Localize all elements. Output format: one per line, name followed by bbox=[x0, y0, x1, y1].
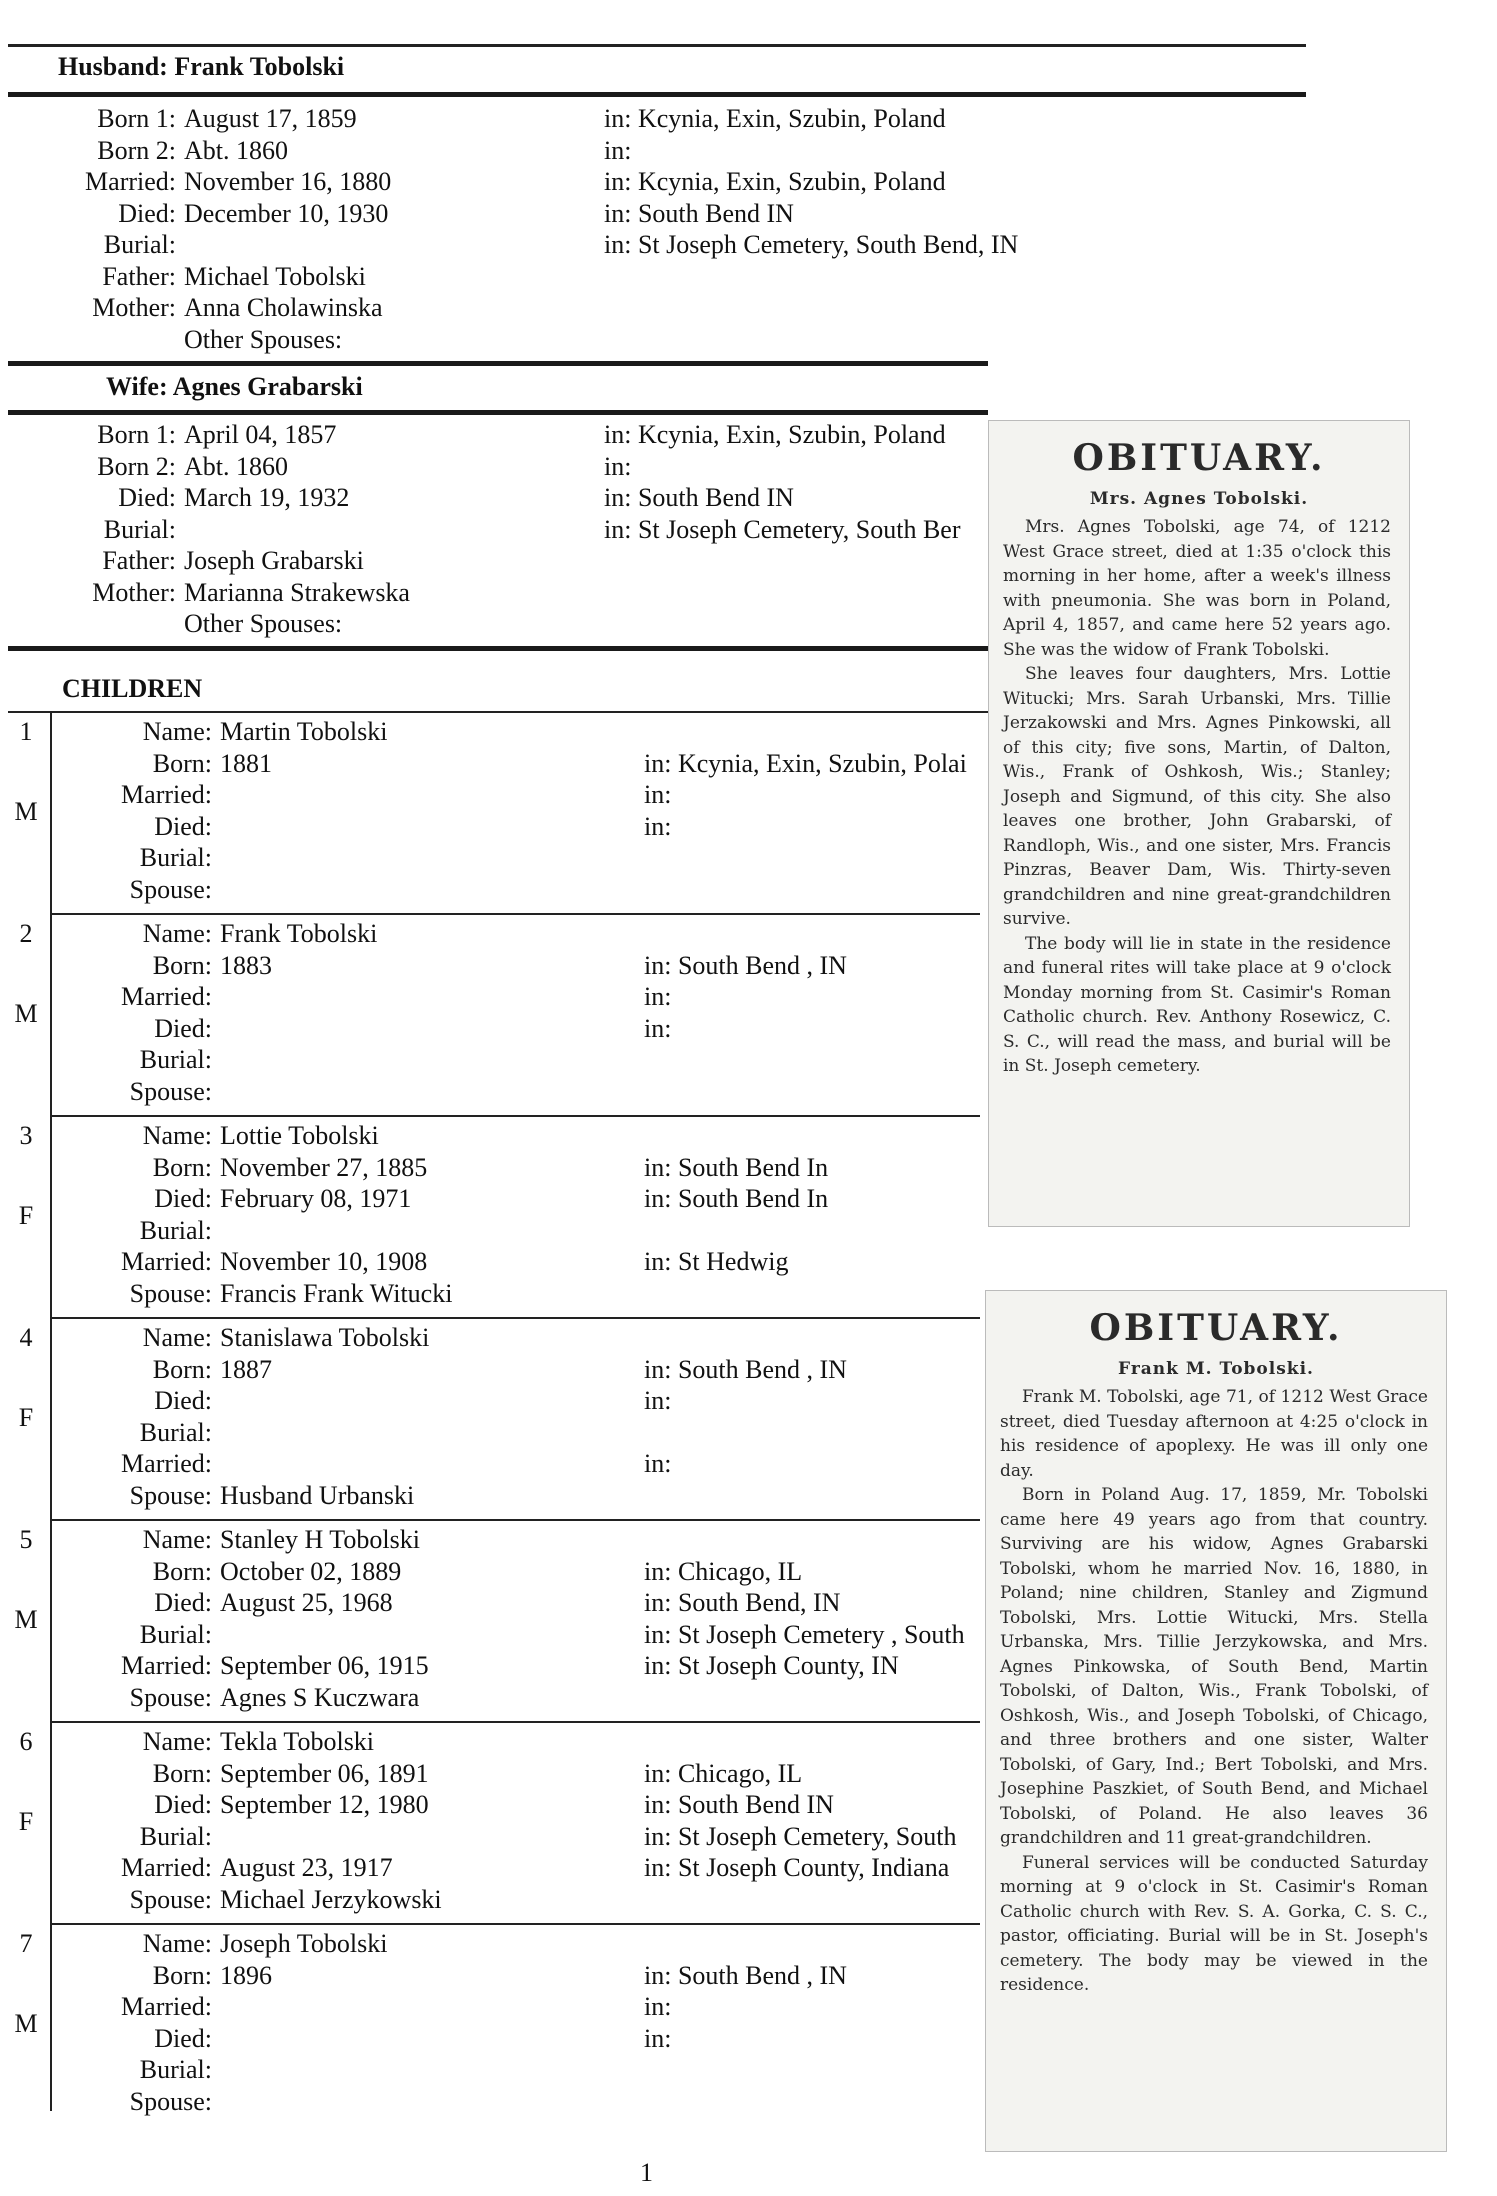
child-row-place: in: St Joseph County, Indiana bbox=[644, 1853, 950, 1882]
child-row-label: Name: bbox=[142, 1727, 212, 1756]
child-row-place: in: South Bend , IN bbox=[644, 1354, 847, 1384]
wife-row-value: April 04, 1857 bbox=[184, 420, 337, 449]
wife-row-place: in: St Joseph Cemetery, South Ber bbox=[604, 514, 961, 544]
child-number: 6 bbox=[19, 1727, 33, 1756]
child-row-label: Born: bbox=[152, 1354, 212, 1384]
child-row-value: 1887 bbox=[220, 1354, 272, 1384]
child-row-value: November 27, 1885 bbox=[220, 1152, 428, 1182]
children-top-rule bbox=[8, 646, 988, 651]
child-row-place: in: South Bend IN bbox=[644, 1790, 834, 1819]
obituary-body bbox=[989, 515, 1409, 1079]
child-separator bbox=[50, 913, 980, 915]
child-row-place: in: South Bend In bbox=[644, 1152, 829, 1182]
child-separator bbox=[50, 1923, 980, 1925]
child-row-label: Married: bbox=[121, 1449, 212, 1478]
wife-top-rule bbox=[8, 361, 988, 366]
child-sex: F bbox=[18, 1201, 34, 1230]
husband-heading bbox=[58, 52, 344, 82]
child-sex: F bbox=[18, 1807, 34, 1836]
child-row-label: Born: bbox=[152, 748, 212, 778]
child-row-label: Born: bbox=[152, 1960, 212, 1990]
husband-row-place: in: Kcynia, Exin, Szubin, Poland bbox=[604, 104, 946, 133]
child-row-label: Born: bbox=[152, 1556, 212, 1586]
child-row-place: in: South Bend, IN bbox=[644, 1588, 841, 1617]
children-rule bbox=[8, 711, 988, 713]
obituary-paragraph: Mrs. Agnes Tobolski, age 74, of 1212 West Grace street, died at 1:35 o'clock this morning in her home, after a week's illness with pneumonia. She was born in Poland, April 4, 1857, and came here 52 years ago. She was the widow of Frank Tobolski. bbox=[1003, 517, 1391, 660]
child-row-place: in: Chicago, IL bbox=[644, 1758, 803, 1788]
wife-row-value: Joseph Grabarski bbox=[184, 546, 364, 575]
child-row-label: Died: bbox=[154, 1184, 212, 1213]
page-number: 1 bbox=[640, 2158, 653, 2187]
obituary-title: OBITUARY. bbox=[1072, 437, 1326, 479]
child-row-label: Married: bbox=[121, 982, 212, 1011]
child-row-value: Agnes S Kuczwara bbox=[220, 1682, 420, 1712]
wife-row-value: March 19, 1932 bbox=[184, 483, 350, 512]
child-row-value: Frank Tobolski bbox=[220, 919, 378, 948]
husband-row-place: in: bbox=[604, 135, 632, 165]
child-row-label: Burial: bbox=[139, 1215, 212, 1245]
child-separator bbox=[50, 1115, 980, 1117]
wife-row-value: Marianna Strakewska bbox=[184, 577, 410, 607]
child-row-label: Married: bbox=[121, 1992, 212, 2021]
child-row-label: Name: bbox=[142, 717, 212, 746]
husband-row-label: Born 1: bbox=[97, 104, 176, 133]
child-row-label: Burial: bbox=[139, 2055, 212, 2084]
child-number: 3 bbox=[19, 1121, 33, 1150]
wife-rule bbox=[8, 410, 988, 415]
child-row-label: Spouse: bbox=[129, 1076, 212, 1106]
child-separator bbox=[50, 1519, 980, 1521]
child-row-value: February 08, 1971 bbox=[220, 1184, 412, 1213]
child-row-label: Born: bbox=[152, 1758, 212, 1788]
husband-row-label: Married: bbox=[85, 167, 176, 196]
child-row-place: in: Chicago, IL bbox=[644, 1556, 803, 1586]
child-row-value: Stanislawa Tobolski bbox=[220, 1323, 430, 1352]
child-number: 2 bbox=[19, 919, 33, 948]
child-row-value: Francis Frank Witucki bbox=[220, 1278, 453, 1308]
child-separator bbox=[50, 1721, 980, 1723]
child-row-label: Died: bbox=[154, 811, 212, 841]
wife-row-place: in: South Bend IN bbox=[604, 483, 794, 512]
child-row-label: Burial: bbox=[139, 1821, 212, 1851]
child-row-place: in: Kcynia, Exin, Szubin, Polai bbox=[644, 748, 967, 778]
husband-row-place: in: St Joseph Cemetery, South Bend, IN bbox=[604, 230, 1019, 259]
child-number: 5 bbox=[19, 1525, 33, 1554]
husband-row-value: Abt. 1860 bbox=[184, 135, 288, 165]
husband-row-value: November 16, 1880 bbox=[184, 167, 392, 196]
child-sex: M bbox=[14, 999, 38, 1028]
child-sex: M bbox=[14, 1605, 38, 1634]
wife-row-place: in: Kcynia, Exin, Szubin, Poland bbox=[604, 420, 946, 449]
child-row-value: September 06, 1891 bbox=[220, 1758, 429, 1788]
child-separator bbox=[50, 1317, 980, 1319]
husband-row-label: Burial: bbox=[103, 230, 176, 259]
child-row-label: Spouse: bbox=[129, 1682, 212, 1712]
children-number-column-line bbox=[50, 711, 52, 2111]
obituary-clipping-agnes bbox=[988, 420, 1410, 1227]
child-row-label: Born: bbox=[152, 1152, 212, 1182]
wife-row-value: Other Spouses: bbox=[184, 609, 343, 638]
child-row-place: in: St Hedwig bbox=[644, 1247, 789, 1276]
wife-heading-label: Wife: bbox=[106, 372, 168, 401]
child-row-label: Died: bbox=[154, 2023, 212, 2053]
child-number: 4 bbox=[19, 1323, 33, 1352]
child-row-label: Name: bbox=[142, 1121, 212, 1150]
child-row-value: 1883 bbox=[220, 950, 272, 980]
child-row-place: in: bbox=[644, 811, 672, 841]
wife-row-value: Abt. 1860 bbox=[184, 451, 288, 481]
husband-row-value: Michael Tobolski bbox=[184, 261, 366, 291]
child-row-label: Name: bbox=[142, 919, 212, 948]
child-row-label: Died: bbox=[154, 1013, 212, 1043]
child-row-place: in: South Bend , IN bbox=[644, 1960, 847, 1990]
child-row-label: Died: bbox=[154, 1588, 212, 1617]
child-row-label: Name: bbox=[142, 1323, 212, 1352]
child-row-label: Died: bbox=[154, 1386, 212, 1415]
child-row-value: Husband Urbanski bbox=[220, 1480, 415, 1510]
child-row-value: August 23, 1917 bbox=[220, 1853, 393, 1882]
child-row-label: Married: bbox=[121, 1651, 212, 1680]
wife-heading bbox=[106, 372, 363, 402]
child-row-value: Stanley H Tobolski bbox=[220, 1525, 420, 1554]
child-row-value: 1896 bbox=[220, 1960, 272, 1990]
child-row-label: Burial: bbox=[139, 1045, 212, 1074]
obituary-paragraph: Frank M. Tobolski, age 71, of 1212 West Grace street, died Tuesday afternoon at 4:25 o'clock in his residence of apoplexy. He was ill only one day. bbox=[1000, 1387, 1428, 1481]
husband-row-label: Father: bbox=[102, 261, 176, 291]
child-row-value: Lottie Tobolski bbox=[220, 1121, 379, 1150]
child-number: 7 bbox=[19, 1929, 33, 1958]
child-sex: F bbox=[18, 1403, 34, 1432]
child-row-value: October 02, 1889 bbox=[220, 1556, 402, 1586]
husband-row-value: December 10, 1930 bbox=[184, 198, 389, 228]
child-sex: M bbox=[14, 2009, 38, 2038]
child-row-label: Born: bbox=[152, 950, 212, 980]
child-row-value: September 06, 1915 bbox=[220, 1651, 429, 1680]
child-row-place: in: South Bend , IN bbox=[644, 950, 847, 980]
child-row-place: in: bbox=[644, 1449, 672, 1478]
child-row-place: in: St Joseph County, IN bbox=[644, 1651, 899, 1680]
obituary-paragraph: Born in Poland Aug. 17, 1859, Mr. Tobolski came here 49 years ago from that country. Surviving are his widow, Agnes Grabarski Tobolski, whom he married Nov. 16, 1880, in Poland; nine children, Stanley and Zigmund Tobolski, Mrs. Lottie Witucki, Mrs. Stella Urbanska, Mrs. Tillie Jerzykowska, and Mrs. Agnes Pinkowska, of South Bend, Martin Tobolski, of Dalton, Wis., Frank Tobolski, of Oshkosh, Wis., and Joseph Tobolski, of Chicago, and three brothers and one sister, Walter Tobolski, of Gary, Ind.; Bert Tobolski, and Mrs. Josephine Paszkiet, of South Bend, and Michael Tobolski, of Poland. He also leaves 36 grandchildren and 11 great-grandchildren. bbox=[1000, 1485, 1428, 1848]
child-row-label: Married: bbox=[121, 1247, 212, 1276]
child-row-place: in: bbox=[644, 982, 672, 1011]
husband-rule bbox=[8, 92, 1306, 97]
child-row-place: in: St Joseph Cemetery, South bbox=[644, 1821, 957, 1851]
child-row-value: Tekla Tobolski bbox=[220, 1727, 375, 1756]
husband-row-label: Born 2: bbox=[97, 135, 176, 165]
child-row-place: in: South Bend In bbox=[644, 1184, 829, 1213]
obituary-subtitle: Mrs. Agnes Tobolski. bbox=[1089, 489, 1309, 509]
child-row-label: Married: bbox=[121, 780, 212, 809]
top-rule bbox=[8, 44, 1306, 47]
obituary-paragraph: The body will lie in state in the residence and funeral rites will take place at 9 o'clock Monday morning from St. Casimir's Roman Catholic church. Rev. Anthony Rosewicz, C. S. C., will read the mass, and burial will be in St. Joseph cemetery. bbox=[1003, 933, 1391, 1076]
child-row-label: Married: bbox=[121, 1853, 212, 1882]
child-row-label: Burial: bbox=[139, 1619, 212, 1649]
child-row-place: in: bbox=[644, 1386, 672, 1415]
husband-row-place: in: Kcynia, Exin, Szubin, Poland bbox=[604, 167, 946, 196]
wife-row-label: Died: bbox=[118, 483, 176, 512]
child-row-place: in: bbox=[644, 780, 672, 809]
child-row-label: Spouse: bbox=[129, 2086, 212, 2116]
husband-row-value: Anna Cholawinska bbox=[184, 293, 383, 322]
wife-row-label: Born 2: bbox=[97, 451, 176, 481]
child-row-label: Name: bbox=[142, 1929, 212, 1958]
children-heading: CHILDREN bbox=[62, 674, 203, 703]
obituary-title: OBITUARY. bbox=[1089, 1307, 1343, 1349]
wife-row-label: Born 1: bbox=[97, 420, 176, 449]
child-row-value: September 12, 1980 bbox=[220, 1790, 429, 1819]
child-row-value: November 10, 1908 bbox=[220, 1247, 428, 1276]
wife-row-label: Burial: bbox=[103, 514, 176, 544]
child-row-label: Burial: bbox=[139, 843, 212, 872]
wife-row-label: Mother: bbox=[92, 577, 176, 607]
husband-row-value: Other Spouses: bbox=[184, 324, 343, 354]
child-row-label: Spouse: bbox=[129, 874, 212, 904]
wife-name: Agnes Grabarski bbox=[172, 372, 363, 401]
child-row-value: 1881 bbox=[220, 748, 272, 778]
child-row-label: Burial: bbox=[139, 1417, 212, 1447]
child-row-label: Spouse: bbox=[129, 1884, 212, 1914]
child-row-value: August 25, 1968 bbox=[220, 1588, 393, 1617]
obituary-body bbox=[986, 1385, 1446, 1998]
child-row-label: Spouse: bbox=[129, 1278, 212, 1308]
child-row-label: Name: bbox=[142, 1525, 212, 1554]
child-row-value: Martin Tobolski bbox=[220, 717, 388, 746]
husband-name: Frank Tobolski bbox=[174, 52, 345, 81]
child-row-place: in: bbox=[644, 1992, 672, 2021]
husband-row-label: Mother: bbox=[92, 293, 176, 322]
obituary-clipping-frank bbox=[985, 1290, 1447, 2152]
child-row-label: Died: bbox=[154, 1790, 212, 1819]
husband-row-place: in: South Bend IN bbox=[604, 198, 794, 228]
obituary-paragraph: She leaves four daughters, Mrs. Lottie Witucki; Mrs. Sarah Urbanski, Mrs. Tillie Jerzakowski and Mrs. Agnes Pinkowski, all of this city; five sons, Martin, of Dalton, Wis., Frank of Oshkosh, Wis.; Stanley; Joseph and Sigmund, of this city. She also leaves one brother, John Grabarski, of Randloph, Wis., and one sister, Mrs. Francis Pinzras, Beaver Dam, Wis. Thirty-seven grandchildren and nine great-grandchildren survive. bbox=[1003, 664, 1391, 929]
child-row-place: in: bbox=[644, 1013, 672, 1043]
wife-row-label: Father: bbox=[102, 546, 176, 575]
obituary-subtitle: Frank M. Tobolski. bbox=[1118, 1359, 1314, 1379]
husband-row-value: August 17, 1859 bbox=[184, 104, 357, 133]
husband-heading-label: Husband: bbox=[58, 52, 168, 81]
child-row-label: Spouse: bbox=[129, 1480, 212, 1510]
child-row-place: in: bbox=[644, 2023, 672, 2053]
child-row-value: Michael Jerzykowski bbox=[220, 1884, 442, 1914]
child-row-place: in: St Joseph Cemetery , South bbox=[644, 1619, 965, 1649]
child-row-value: Joseph Tobolski bbox=[220, 1929, 388, 1958]
husband-row-label: Died: bbox=[118, 198, 176, 228]
child-number: 1 bbox=[19, 717, 33, 746]
child-sex: M bbox=[14, 797, 38, 826]
obituary-paragraph: Funeral services will be conducted Saturday morning at 9 o'clock in St. Casimir's Roman Catholic church with Rev. S. A. Gorka, C. S. C., pastor, officiating. Burial will be in St. Joseph's cemetery. The body may be viewed in the residence. bbox=[1000, 1852, 1428, 1995]
wife-row-place: in: bbox=[604, 451, 632, 481]
